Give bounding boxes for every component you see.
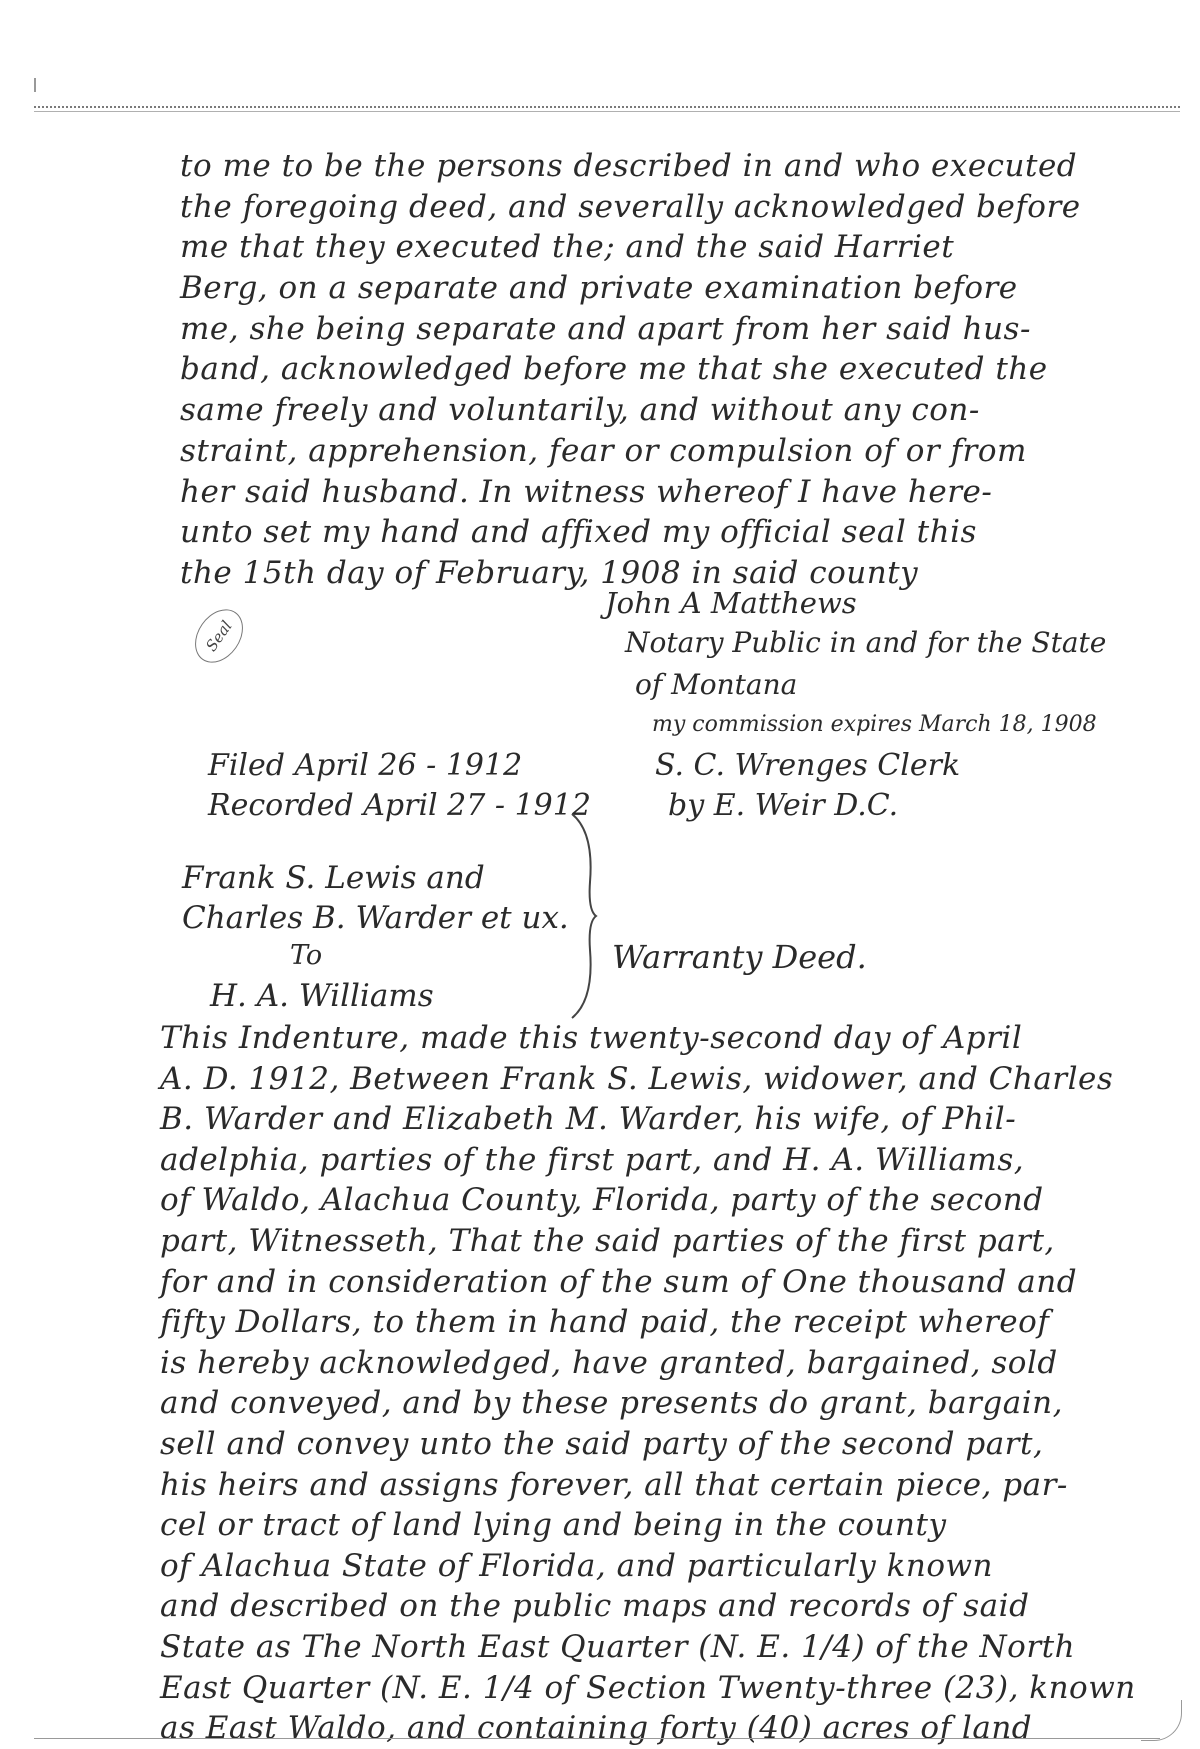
- text-line: adelphia, parties of the first part, and H. A. Williams,: [160, 1141, 1025, 1178]
- text-line: to me to be the persons described in and who executed: [180, 148, 1078, 184]
- notary-title-1: Notary Public in and for the State: [625, 626, 1107, 659]
- deputy-clerk-signature: by E. Weir D.C.: [668, 788, 899, 823]
- acknowledgment-paragraph: [180, 146, 1081, 594]
- grantor-line-1: Frank S. Lewis and: [182, 860, 485, 896]
- text-line: and conveyed, and by these presents do grant, bargain,: [160, 1385, 1063, 1422]
- text-line: straint, apprehension, fear or compulsion of or from: [180, 432, 1027, 469]
- notary-title-2: of Montana: [635, 668, 798, 701]
- text-line: East Quarter (N. E. 1/4 of Section Twenty-three (23), known: [160, 1669, 1136, 1706]
- text-line: me, she being separate and apart from her said hus-: [180, 310, 1031, 347]
- margin-tick: [34, 78, 36, 92]
- top-rule-dotted: [34, 106, 1180, 108]
- clerk-signature: S. C. Wrenges Clerk: [655, 748, 961, 783]
- text-line: same freely and voluntarily, and without any con-: [180, 392, 980, 429]
- text-line: cel or tract of land lying and being in the county: [160, 1507, 947, 1544]
- text-line: part, Witnesseth, That the said parties of the first part,: [160, 1222, 1055, 1259]
- text-line: the foregoing deed, and severally acknowledged before: [180, 188, 1081, 225]
- text-line: This Indenture, made this twenty-second day of April: [160, 1020, 1023, 1056]
- deed-title: Warranty Deed.: [612, 938, 867, 976]
- page-corner: [1141, 1700, 1182, 1741]
- filed-date: Filed April 26 - 1912: [208, 748, 523, 783]
- seal-stamp: Seal: [185, 600, 253, 672]
- text-line: A. D. 1912, Between Frank S. Lewis, widower, and Charles: [160, 1060, 1114, 1097]
- text-line: B. Warder and Elizabeth M. Warder, his wife, of Phil-: [160, 1101, 1017, 1138]
- text-line: unto set my hand and affixed my official seal this: [180, 514, 977, 551]
- notary-signature: John A Matthews: [605, 586, 857, 620]
- text-line: as East Waldo, and containing forty (40) acres of land: [160, 1710, 1033, 1747]
- indenture-paragraph: [160, 1018, 1136, 1749]
- text-line: Berg, on a separate and private examination before: [180, 270, 1018, 307]
- grantor-line-2: Charles B. Warder et ux.: [182, 900, 569, 936]
- text-line: and described on the public maps and records of said: [160, 1588, 1030, 1625]
- grantee-line: H. A. Williams: [210, 978, 434, 1014]
- top-rule: [34, 111, 1180, 112]
- text-line: band, acknowledged before me that she executed the: [180, 351, 1048, 388]
- bottom-rule: [34, 1738, 1160, 1739]
- text-line: sell and convey unto the said party of the second part,: [160, 1425, 1044, 1462]
- bracket-brace: [568, 812, 598, 1020]
- text-line: her said husband. In witness whereof I have here-: [180, 473, 993, 510]
- text-line: for and in consideration of the sum of One thousand and: [160, 1263, 1078, 1300]
- text-line: State as The North East Quarter (N. E. 1/4) of the North: [160, 1628, 1076, 1665]
- parties-to: To: [290, 940, 323, 971]
- text-line: of Waldo, Alachua County, Florida, party of the second: [160, 1182, 1044, 1219]
- notary-commission: my commission expires March 18, 1908: [652, 712, 1097, 737]
- text-line: his heirs and assigns forever, all that certain piece, par-: [160, 1466, 1068, 1503]
- text-line: is hereby acknowledged, have granted, bargained, sold: [160, 1344, 1058, 1381]
- text-line: of Alachua State of Florida, and particularly known: [160, 1547, 993, 1584]
- text-line: fifty Dollars, to them in hand paid, the receipt whereof: [160, 1304, 1050, 1341]
- recorded-date: Recorded April 27 - 1912: [208, 788, 591, 823]
- text-line: me that they executed the; and the said Harriet: [180, 229, 955, 266]
- text-line: the 15th day of February, 1908 in said county: [180, 554, 919, 591]
